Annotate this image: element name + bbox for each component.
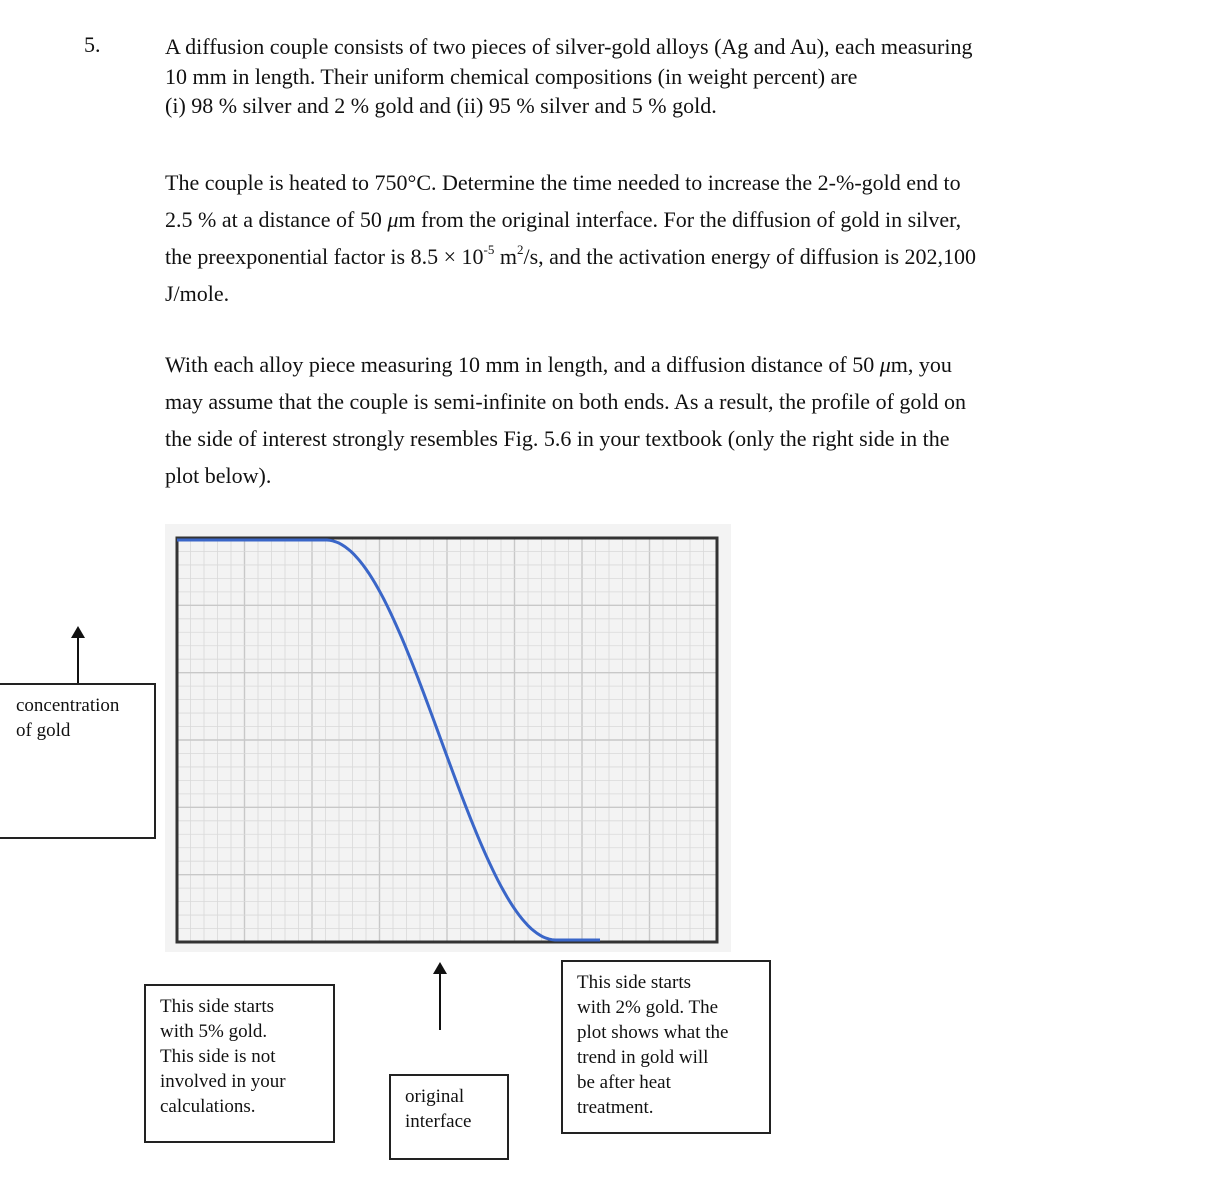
problem-number: 5. xyxy=(84,32,101,57)
diffusion-profile-plot xyxy=(165,524,731,952)
left-note-line: involved in your xyxy=(160,1071,286,1092)
right-note-line: plot shows what the xyxy=(577,1022,729,1043)
assume-line-2: may assume that the couple is semi-infinite on both ends. As a result, the profile of gold on xyxy=(165,389,967,414)
problem-paragraph-assumption xyxy=(165,346,1165,494)
task-line-3c: /s, and the activation energy of diffusion is 202,100 xyxy=(523,244,977,269)
concentration-arrow-icon xyxy=(71,626,85,684)
task-line-3b: m xyxy=(494,244,517,269)
mu-symbol: μ xyxy=(387,207,399,232)
left-note-line: This side is not xyxy=(160,1046,276,1067)
intro-line-2: 10 mm in length. Their uniform chemical compositions (in weight percent) are xyxy=(165,63,858,89)
left-note-line: with 5% gold. xyxy=(160,1021,268,1042)
intro-line-1: A diffusion couple consists of two pieces of silver-gold alloys (Ag and Au), each measuring xyxy=(165,34,973,59)
assume-line-3: the side of interest strongly resembles Fig. 5.6 in your textbook (only the right side in the xyxy=(165,426,950,451)
task-line-4: J/mole. xyxy=(165,281,230,306)
problem-paragraph-task xyxy=(165,164,1165,312)
task-line-3a: the preexponential factor is 8.5 × 10 xyxy=(165,244,484,269)
left-note-line: This side starts xyxy=(160,996,274,1017)
problem-paragraph-intro xyxy=(165,32,1165,121)
interface-arrow-icon xyxy=(433,962,447,1030)
task-line-2a: 2.5 % at a distance of 50 xyxy=(165,207,388,232)
mu-symbol: μ xyxy=(879,352,891,377)
assume-line-1a: With each alloy piece measuring 10 mm in length, and a diffusion distance of 50 xyxy=(165,352,880,377)
left-note-line: calculations. xyxy=(160,1096,256,1117)
squared-exponent: 2 xyxy=(516,241,524,257)
left-side-note xyxy=(144,984,335,1143)
assume-line-1b: m, you xyxy=(890,352,952,377)
concentration-label-line1: concentration xyxy=(16,695,120,716)
original-interface-label xyxy=(389,1074,509,1160)
right-note-line: trend in gold will xyxy=(577,1047,709,1068)
concentration-label-line2: of gold xyxy=(16,720,71,741)
intro-line-3: (i) 98 % silver and 2 % gold and (ii) 95 % silver and 5 % gold. xyxy=(165,93,717,118)
interface-label-line1: original xyxy=(405,1086,465,1107)
task-line-1: The couple is heated to 750°C. Determine the time needed to increase the 2-%-gold end to xyxy=(165,170,961,195)
right-note-line: treatment. xyxy=(577,1097,654,1118)
right-note-line: be after heat xyxy=(577,1072,671,1093)
exponent: -5 xyxy=(483,241,495,257)
interface-label-line2: interface xyxy=(405,1111,472,1132)
right-note-line: with 2% gold. The xyxy=(577,997,719,1018)
right-side-note xyxy=(561,960,771,1134)
task-line-2b: m from the original interface. For the diffusion of gold in silver, xyxy=(398,207,962,232)
assume-line-4: plot below). xyxy=(165,463,272,488)
right-note-line: This side starts xyxy=(577,972,691,993)
concentration-label-box xyxy=(0,683,156,839)
plot-grid xyxy=(177,538,717,942)
